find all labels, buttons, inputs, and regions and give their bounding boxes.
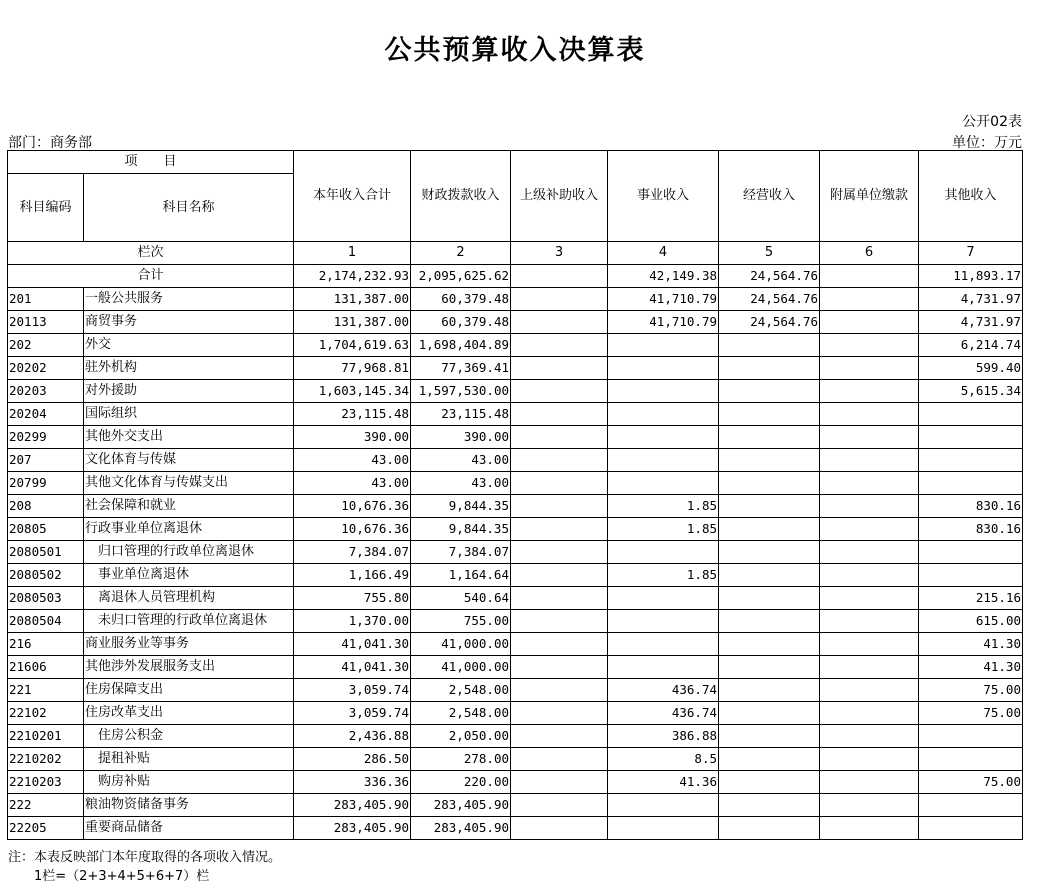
subject-code: 2080503	[8, 587, 84, 610]
total-value	[820, 265, 919, 288]
table-row	[8, 311, 1023, 334]
value-cell: 386.88	[608, 725, 719, 748]
value-cell	[719, 725, 820, 748]
value-cell	[820, 587, 919, 610]
value-cell	[719, 679, 820, 702]
table-row	[8, 564, 1023, 587]
value-cell	[511, 472, 608, 495]
subject-code: 2080501	[8, 541, 84, 564]
subject-name: 文化体育与传媒	[84, 449, 294, 472]
value-cell: 436.74	[608, 702, 719, 725]
value-cell: 283,405.90	[294, 817, 411, 840]
value-cell: 4,731.97	[919, 311, 1023, 334]
subject-code: 2210201	[8, 725, 84, 748]
table-row	[8, 449, 1023, 472]
value-cell	[608, 357, 719, 380]
value-cell	[608, 472, 719, 495]
value-cell: 2,548.00	[411, 679, 511, 702]
value-cell	[511, 656, 608, 679]
value-cell	[511, 564, 608, 587]
value-cell: 1,370.00	[294, 610, 411, 633]
subject-code: 2080502	[8, 564, 84, 587]
value-cell	[511, 541, 608, 564]
value-cell	[511, 357, 608, 380]
value-cell	[820, 679, 919, 702]
value-cell	[719, 403, 820, 426]
value-cell	[511, 610, 608, 633]
revenue-table	[7, 150, 1023, 840]
column-index: 4	[608, 242, 719, 265]
value-cell: 1,704,619.63	[294, 334, 411, 357]
subject-name: 其他外交支出	[84, 426, 294, 449]
value-cell	[511, 449, 608, 472]
value-cell: 220.00	[411, 771, 511, 794]
header-item: 项 目	[8, 151, 294, 174]
value-cell: 278.00	[411, 748, 511, 771]
value-cell	[719, 518, 820, 541]
subject-code: 2210203	[8, 771, 84, 794]
value-cell: 43.00	[294, 449, 411, 472]
value-cell: 43.00	[294, 472, 411, 495]
value-cell	[719, 357, 820, 380]
subject-code: 22102	[8, 702, 84, 725]
value-cell	[919, 817, 1023, 840]
value-cell	[511, 725, 608, 748]
value-cell: 390.00	[411, 426, 511, 449]
subject-code: 20202	[8, 357, 84, 380]
value-cell	[608, 380, 719, 403]
value-cell: 8.5	[608, 748, 719, 771]
value-cell: 599.40	[919, 357, 1023, 380]
subject-code: 2080504	[8, 610, 84, 633]
table-row	[8, 357, 1023, 380]
subject-code: 202	[8, 334, 84, 357]
subject-name: 购房补贴	[84, 771, 294, 794]
value-cell: 3,059.74	[294, 679, 411, 702]
subject-name: 驻外机构	[84, 357, 294, 380]
value-cell: 43.00	[411, 472, 511, 495]
value-cell	[820, 380, 919, 403]
value-cell: 60,379.48	[411, 288, 511, 311]
table-row	[8, 633, 1023, 656]
value-cell	[719, 380, 820, 403]
value-cell	[511, 633, 608, 656]
value-cell	[511, 495, 608, 518]
value-cell	[608, 656, 719, 679]
subject-name: 归口管理的行政单位离退休	[84, 541, 294, 564]
subject-code: 20799	[8, 472, 84, 495]
value-cell: 283,405.90	[411, 794, 511, 817]
value-cell: 41.30	[919, 656, 1023, 679]
value-cell: 9,844.35	[411, 518, 511, 541]
subject-name: 商贸事务	[84, 311, 294, 334]
value-cell: 1.85	[608, 495, 719, 518]
value-cell: 77,968.81	[294, 357, 411, 380]
value-cell: 77,369.41	[411, 357, 511, 380]
header-col-affiliated: 附属单位缴款	[820, 151, 919, 242]
table-note: 注：本表反映部门本年度取得的各项收入情况。	[8, 850, 282, 865]
subject-code: 22205	[8, 817, 84, 840]
value-cell	[719, 794, 820, 817]
value-cell	[719, 449, 820, 472]
value-cell	[820, 725, 919, 748]
header-code: 科目编码	[8, 174, 84, 242]
table-formula-note: 1栏=（2+3+4+5+6+7）栏	[34, 869, 210, 884]
department-label: 部门：商务部	[8, 135, 92, 151]
value-cell: 830.16	[919, 495, 1023, 518]
value-cell	[820, 288, 919, 311]
form-number: 公开02表	[962, 114, 1022, 130]
subject-name: 事业单位离退休	[84, 564, 294, 587]
value-cell	[608, 541, 719, 564]
subject-name: 其他文化体育与传媒支出	[84, 472, 294, 495]
page-title: 公共预算收入决算表	[384, 35, 646, 66]
value-cell	[511, 288, 608, 311]
value-cell	[719, 426, 820, 449]
table-row	[8, 610, 1023, 633]
subject-code: 216	[8, 633, 84, 656]
value-cell	[820, 426, 919, 449]
subject-name: 国际组织	[84, 403, 294, 426]
subject-name: 提租补贴	[84, 748, 294, 771]
value-cell	[820, 610, 919, 633]
subject-name: 住房保障支出	[84, 679, 294, 702]
value-cell	[820, 541, 919, 564]
value-cell	[719, 610, 820, 633]
value-cell: 6,214.74	[919, 334, 1023, 357]
value-cell: 390.00	[294, 426, 411, 449]
header-col-other: 其他收入	[919, 151, 1023, 242]
value-cell	[719, 564, 820, 587]
value-cell: 1,698,404.89	[411, 334, 511, 357]
value-cell: 1.85	[608, 564, 719, 587]
value-cell	[719, 656, 820, 679]
value-cell: 24,564.76	[719, 311, 820, 334]
value-cell: 5,615.34	[919, 380, 1023, 403]
subject-code: 20204	[8, 403, 84, 426]
value-cell: 7,384.07	[411, 541, 511, 564]
value-cell	[719, 472, 820, 495]
value-cell	[719, 633, 820, 656]
value-cell: 41,041.30	[294, 633, 411, 656]
value-cell	[820, 311, 919, 334]
value-cell	[719, 771, 820, 794]
value-cell	[608, 403, 719, 426]
value-cell	[608, 449, 719, 472]
column-index: 5	[719, 242, 820, 265]
value-cell	[919, 541, 1023, 564]
value-cell	[919, 426, 1023, 449]
total-value: 2,174,232.93	[294, 265, 411, 288]
subject-code: 21606	[8, 656, 84, 679]
value-cell: 131,387.00	[294, 288, 411, 311]
value-cell: 75.00	[919, 771, 1023, 794]
value-cell	[511, 334, 608, 357]
value-cell	[820, 449, 919, 472]
value-cell	[820, 633, 919, 656]
table-row	[8, 679, 1023, 702]
table-row	[8, 725, 1023, 748]
value-cell	[919, 472, 1023, 495]
total-value: 11,893.17	[919, 265, 1023, 288]
value-cell	[919, 449, 1023, 472]
value-cell: 1,603,145.34	[294, 380, 411, 403]
value-cell	[820, 794, 919, 817]
subject-code: 2210202	[8, 748, 84, 771]
value-cell	[511, 794, 608, 817]
value-cell	[511, 817, 608, 840]
value-cell: 75.00	[919, 702, 1023, 725]
value-cell: 283,405.90	[411, 817, 511, 840]
value-cell	[719, 587, 820, 610]
value-cell	[719, 495, 820, 518]
value-cell	[511, 403, 608, 426]
subject-code: 208	[8, 495, 84, 518]
table-row	[8, 817, 1023, 840]
value-cell: 3,059.74	[294, 702, 411, 725]
value-cell	[820, 472, 919, 495]
table-row	[8, 587, 1023, 610]
value-cell: 1,597,530.00	[411, 380, 511, 403]
table-row	[8, 771, 1023, 794]
value-cell	[511, 518, 608, 541]
value-cell	[719, 748, 820, 771]
value-cell: 755.80	[294, 587, 411, 610]
subject-code: 20299	[8, 426, 84, 449]
value-cell: 24,564.76	[719, 288, 820, 311]
total-label: 合计	[8, 265, 294, 288]
subject-name: 离退休人员管理机构	[84, 587, 294, 610]
value-cell	[608, 610, 719, 633]
value-cell	[820, 771, 919, 794]
table-row	[8, 794, 1023, 817]
value-cell: 10,676.36	[294, 518, 411, 541]
subject-code: 20203	[8, 380, 84, 403]
table-row	[8, 518, 1023, 541]
value-cell	[608, 426, 719, 449]
subject-name: 未归口管理的行政单位离退休	[84, 610, 294, 633]
total-value	[511, 265, 608, 288]
value-cell	[608, 817, 719, 840]
value-cell	[820, 656, 919, 679]
value-cell	[511, 311, 608, 334]
table-row	[8, 495, 1023, 518]
subject-name: 重要商品储备	[84, 817, 294, 840]
value-cell	[719, 702, 820, 725]
subject-name: 住房公积金	[84, 725, 294, 748]
value-cell	[820, 564, 919, 587]
column-index: 3	[511, 242, 608, 265]
table-row	[8, 403, 1023, 426]
value-cell: 9,844.35	[411, 495, 511, 518]
value-cell: 1,166.49	[294, 564, 411, 587]
subject-name: 社会保障和就业	[84, 495, 294, 518]
total-value: 24,564.76	[719, 265, 820, 288]
value-cell: 7,384.07	[294, 541, 411, 564]
value-cell: 540.64	[411, 587, 511, 610]
value-cell: 436.74	[608, 679, 719, 702]
subject-name: 商业服务业等事务	[84, 633, 294, 656]
value-cell	[511, 587, 608, 610]
value-cell: 286.50	[294, 748, 411, 771]
value-cell: 755.00	[411, 610, 511, 633]
value-cell: 41,041.30	[294, 656, 411, 679]
value-cell	[511, 380, 608, 403]
table-row	[8, 748, 1023, 771]
value-cell: 615.00	[919, 610, 1023, 633]
table-body	[8, 151, 1023, 840]
value-cell: 43.00	[411, 449, 511, 472]
table-row	[8, 380, 1023, 403]
subject-name: 粮油物资储备事务	[84, 794, 294, 817]
table-row	[8, 334, 1023, 357]
value-cell: 23,115.48	[294, 403, 411, 426]
value-cell	[919, 725, 1023, 748]
total-value: 42,149.38	[608, 265, 719, 288]
subject-code: 201	[8, 288, 84, 311]
header-row-1	[8, 151, 1023, 174]
subject-code: 221	[8, 679, 84, 702]
value-cell	[511, 771, 608, 794]
column-index: 1	[294, 242, 411, 265]
value-cell	[608, 633, 719, 656]
subject-name: 住房改革支出	[84, 702, 294, 725]
value-cell	[608, 334, 719, 357]
value-cell	[820, 817, 919, 840]
value-cell	[511, 426, 608, 449]
value-cell	[511, 748, 608, 771]
value-cell: 2,050.00	[411, 725, 511, 748]
value-cell: 41.30	[919, 633, 1023, 656]
value-cell	[919, 748, 1023, 771]
subject-name: 一般公共服务	[84, 288, 294, 311]
subject-name: 行政事业单位离退休	[84, 518, 294, 541]
value-cell	[608, 794, 719, 817]
column-index-label: 栏次	[8, 242, 294, 265]
header-name: 科目名称	[84, 174, 294, 242]
value-cell: 336.36	[294, 771, 411, 794]
column-index: 2	[411, 242, 511, 265]
total-value: 2,095,625.62	[411, 265, 511, 288]
column-index-row	[8, 242, 1023, 265]
subject-name: 其他涉外发展服务支出	[84, 656, 294, 679]
value-cell	[820, 702, 919, 725]
value-cell: 41,710.79	[608, 311, 719, 334]
value-cell: 41,000.00	[411, 656, 511, 679]
column-index: 7	[919, 242, 1023, 265]
unit-label: 单位：万元	[952, 135, 1022, 151]
value-cell: 2,548.00	[411, 702, 511, 725]
value-cell: 60,379.48	[411, 311, 511, 334]
header-col-business: 事业收入	[608, 151, 719, 242]
header-col-fiscal: 财政拨款收入	[411, 151, 511, 242]
value-cell	[919, 794, 1023, 817]
value-cell	[919, 564, 1023, 587]
subject-name: 外交	[84, 334, 294, 357]
subject-name: 对外援助	[84, 380, 294, 403]
value-cell: 215.16	[919, 587, 1023, 610]
value-cell: 283,405.90	[294, 794, 411, 817]
subject-code: 222	[8, 794, 84, 817]
table-row	[8, 472, 1023, 495]
value-cell	[511, 702, 608, 725]
subject-code: 20113	[8, 311, 84, 334]
table-row	[8, 426, 1023, 449]
table-row	[8, 288, 1023, 311]
column-index: 6	[820, 242, 919, 265]
value-cell	[820, 748, 919, 771]
value-cell: 4,731.97	[919, 288, 1023, 311]
subject-code: 207	[8, 449, 84, 472]
value-cell: 23,115.48	[411, 403, 511, 426]
value-cell: 2,436.88	[294, 725, 411, 748]
value-cell	[719, 334, 820, 357]
value-cell: 41,710.79	[608, 288, 719, 311]
value-cell	[719, 817, 820, 840]
value-cell	[820, 495, 919, 518]
value-cell	[719, 541, 820, 564]
value-cell: 131,387.00	[294, 311, 411, 334]
total-row	[8, 265, 1023, 288]
value-cell: 830.16	[919, 518, 1023, 541]
value-cell: 41,000.00	[411, 633, 511, 656]
value-cell: 41.36	[608, 771, 719, 794]
header-col-superior: 上级补助收入	[511, 151, 608, 242]
value-cell: 10,676.36	[294, 495, 411, 518]
value-cell	[608, 587, 719, 610]
value-cell	[820, 334, 919, 357]
table-row	[8, 656, 1023, 679]
value-cell	[820, 518, 919, 541]
value-cell	[511, 679, 608, 702]
header-col-total: 本年收入合计	[294, 151, 411, 242]
value-cell: 1.85	[608, 518, 719, 541]
table-row	[8, 541, 1023, 564]
value-cell	[820, 357, 919, 380]
value-cell	[820, 403, 919, 426]
subject-code: 20805	[8, 518, 84, 541]
value-cell: 1,164.64	[411, 564, 511, 587]
header-col-operating: 经营收入	[719, 151, 820, 242]
value-cell	[919, 403, 1023, 426]
value-cell: 75.00	[919, 679, 1023, 702]
table-row	[8, 702, 1023, 725]
